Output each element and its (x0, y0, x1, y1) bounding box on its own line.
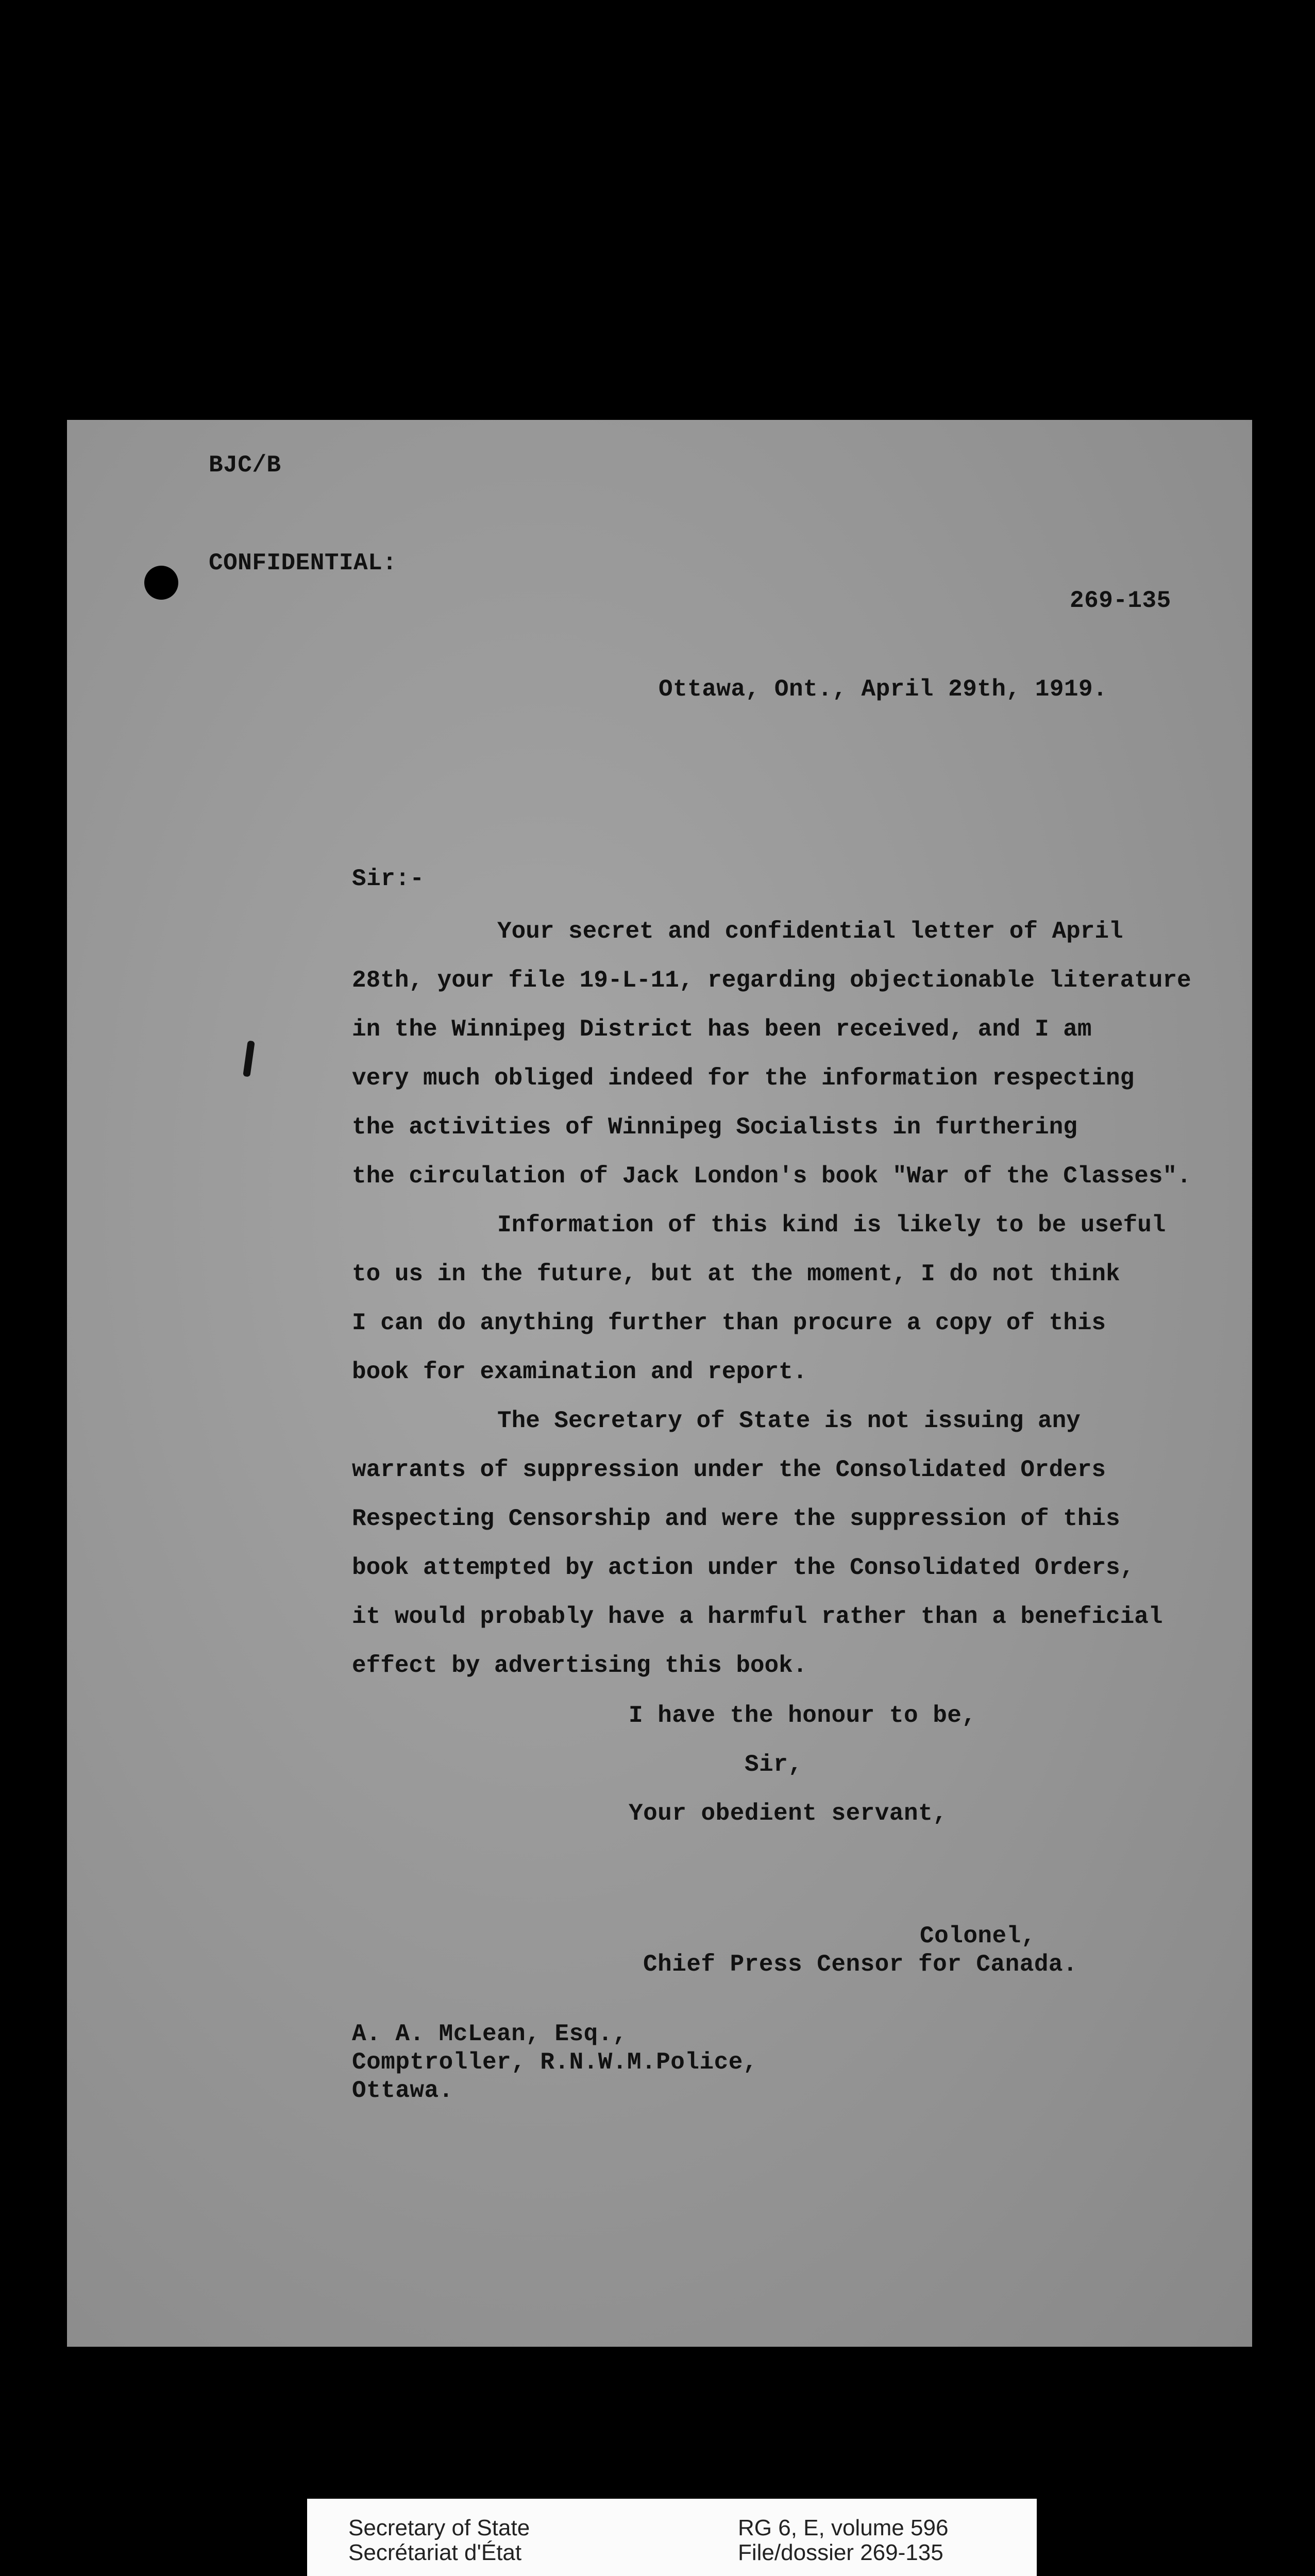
body-line: effect by advertising this book. (352, 1652, 807, 1679)
body-line: in the Winnipeg District has been received, and I am (352, 1016, 1092, 1043)
body-line: warrants of suppression under the Consolidated Orders (352, 1456, 1106, 1483)
recipient-line: A. A. McLean, Esq., (352, 2021, 627, 2047)
salutation: Sir:- (352, 866, 425, 892)
body-line: book attempted by action under the Consolidated Orders, (352, 1554, 1135, 1581)
body-line: it would probably have a harmful rather than a beneficial (352, 1603, 1163, 1630)
archive-label (307, 2499, 1037, 2576)
signature-title: Chief Press Censor for Canada. (643, 1951, 1078, 1978)
body-line: the activities of Winnipeg Socialists in furthering (352, 1114, 1077, 1141)
file-reference: File/dossier 269-135 (738, 2540, 943, 2565)
body-line: Your secret and confidential letter of April (497, 918, 1123, 945)
body-line: very much obliged indeed for the information respecting (352, 1065, 1135, 1092)
department-en: Secretary of State (348, 2515, 530, 2540)
closing-line: Sir, (745, 1751, 803, 1778)
punch-hole (144, 566, 178, 600)
body-line: to us in the future, but at the moment, I do not think (352, 1261, 1120, 1287)
body-line: Information of this kind is likely to be useful (497, 1212, 1166, 1239)
reference-initials: BJC/B (209, 452, 281, 479)
body-line: book for examination and report. (352, 1359, 807, 1385)
closing-line: I have the honour to be, (629, 1702, 976, 1729)
signature-rank: Colonel, (920, 1923, 1036, 1950)
place-date: Ottawa, Ont., April 29th, 1919. (659, 676, 1108, 703)
body-line: 28th, your file 19-L-11, regarding objectionable literature (352, 967, 1191, 994)
file-number: 269-135 (1070, 587, 1171, 614)
record-group: RG 6, E, volume 596 (738, 2515, 949, 2540)
closing-line: Your obedient servant, (629, 1800, 948, 1827)
body-line: the circulation of Jack London's book "War of the Classes". (352, 1163, 1191, 1190)
recipient-line: Comptroller, R.N.W.M.Police, (352, 2049, 757, 2076)
department-fr: Secrétariat d'État (348, 2540, 522, 2565)
classification-heading: CONFIDENTIAL: (209, 550, 397, 577)
body-line: Respecting Censorship and were the suppression of this (352, 1505, 1120, 1532)
body-line: The Secretary of State is not issuing any (497, 1408, 1081, 1434)
body-line: I can do anything further than procure a copy of this (352, 1310, 1106, 1336)
recipient-line: Ottawa. (352, 2077, 453, 2104)
